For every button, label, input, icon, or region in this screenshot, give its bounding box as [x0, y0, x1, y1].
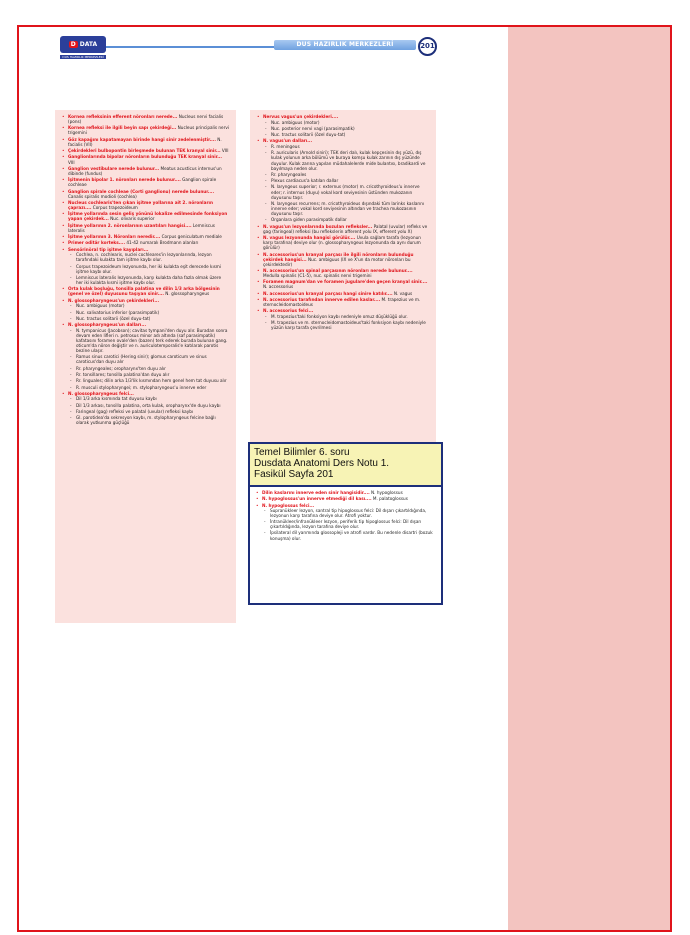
note-subitem: - R. musculi stylopharyngei; m. stylopharyngeus'u innerve eder	[68, 385, 229, 390]
logo-subtitle: DUS HAZIRLIK MERKEZLERİ	[60, 55, 106, 59]
note-item	[256, 496, 435, 501]
note-question: Foramen magnum'dan ve foramen jugulare'den geçen kranyal sinir....	[263, 279, 428, 285]
note-item	[257, 297, 429, 307]
note-subitem: - Cochlea, n. cochlearis, nuclei cochleares'in lezyonlarında, lezyon tarafındaki kulakta tam işitme kaybı olur.	[68, 252, 229, 262]
note-answer: Medulla spinalis (C1-5), nuc. spinalis nervi trigemini	[263, 273, 372, 279]
note-item	[62, 240, 229, 245]
annotation-title	[250, 444, 441, 487]
note-item	[62, 322, 229, 390]
note-answer: N. hypoglossus	[369, 490, 403, 495]
note-question: N. glossopharyngeus'un dalları...	[68, 322, 147, 328]
note-item	[62, 200, 229, 210]
note-subitem: - Lemniscus lateralis lezyonunda, karşı kulakta daha fazla olmak üzere her iki kulakta kısmi işitme kaybı olur.	[68, 275, 229, 285]
note-subitem: - N. tympanicus (Jacobson); cavitas tympani'den duyu alır. Buradan sonra devam eden lifleri n. petrosus minor adı altında (saf parasimpatik) kafatasını foramen ovale'den (bazen) terk ederek burada bulunan gang. oticum'da nöron değiştir ve n. auriculotemporalis'e katılarak parotis bezine ulaşır.	[68, 328, 229, 353]
note-question: Ganglion spirale cochleae (Corti ganglionu) nerede bulunur....	[68, 188, 215, 194]
note-sublist	[263, 314, 429, 330]
note-question: N. vagus lezyonunda hangisi görülür....	[263, 235, 356, 241]
note-subitem: - Nuc. salivatorius inferior (parasimpatik)	[68, 310, 229, 315]
note-answer: Meatus acusticus internus'un dibinde (fundus)	[68, 165, 222, 176]
note-item	[256, 503, 435, 541]
note-question: İşitmenin bipolar 1. nöronları nerede bulunur....	[68, 177, 181, 183]
note-item	[257, 252, 429, 267]
note-item	[62, 223, 229, 233]
note-question: İşitme yollarının 2. nöronlarının uzantıları hangisi....	[68, 222, 192, 228]
note-question: Ganglion vestibulare nerede bulunur...	[68, 165, 160, 171]
note-question: N. accessorius felci...	[263, 308, 314, 314]
note-answer: Nuc. olivaris superior	[108, 216, 155, 222]
note-answer: Canalis spiralis modioli (cochlea)	[68, 193, 137, 199]
note-item	[62, 211, 229, 221]
annotation-body	[250, 487, 441, 603]
note-sublist	[68, 303, 229, 321]
note-answer: Lemniscus lateralis	[68, 222, 215, 233]
note-subitem: - Nuc. tractus solitarii (özel duyu-tat)	[68, 316, 229, 321]
note-question: N. accessorius'un spinal parçasının nöronları nerede bulunur....	[263, 267, 413, 273]
note-item	[62, 298, 229, 321]
note-sublist	[262, 508, 435, 541]
note-question: N. vagus'un dalları...	[263, 138, 313, 144]
note-answer: N. accessorius	[263, 284, 294, 290]
left-list	[62, 114, 229, 426]
note-question: Dilin kaslarını innerve eden sinir hangisidir....	[262, 490, 370, 495]
note-question: N. glossopharyngeus felci...	[68, 390, 134, 396]
note-sublist	[263, 120, 429, 138]
note-question: N. accessorius'un kranyal parçası hangi sinire katılır....	[263, 290, 393, 296]
logo	[60, 36, 106, 53]
logo-text: DATA	[79, 41, 98, 48]
note-subitem: - N. laryngeus superior; r. externus (motor) m. cricothyroideus'u innerve eder; r. internus (duyu) vokal kord seviyesinin üstünden mukozanın duyusunu taşır.	[263, 184, 429, 199]
note-answer: Nucleus principalis nervi trigemini	[68, 125, 229, 136]
note-question: Primer odităr korteks....	[68, 240, 126, 246]
note-subitem: - Rr. pharyngeales; oropharynx'ten duyu alır	[68, 366, 229, 371]
note-sublist	[263, 144, 429, 222]
note-subitem: - M. trapezius ve m. sternocleidomastoideus'taki fonksiyon kaybı nedeniyle yüzün karşı tarafa çevrilmesi	[263, 320, 429, 330]
note-answer: Palatal (uvular) refleks ve gag (faringeal) refleksi (bu reflekslerin afferent yolu IX, efferent yolu X)	[263, 223, 428, 234]
note-subitem: - Dil 1/3 arka kısmında tat duyusu kaybı	[68, 396, 229, 401]
note-item	[62, 391, 229, 426]
note-item	[62, 189, 229, 199]
note-question: İşitme yollarının 3. Nöronları neredir....	[68, 234, 161, 240]
note-subitem: - Corpus trapezoideum lezyonunda, her iki kulakta eşit derecede kısmi işitme kaybı olur.	[68, 264, 229, 274]
note-subitem: - Faringeal (gag) refleksi ve palatal (uvular) refleksi kaybı	[68, 409, 229, 414]
note-subitem: - Rr. linguales; dilin arka 1/3'lik kısmından hem genel hem tat duyusu alır	[68, 378, 229, 383]
note-item	[257, 138, 429, 222]
note-item	[62, 154, 229, 164]
note-item	[257, 235, 429, 250]
note-sublist	[68, 396, 229, 425]
note-item	[62, 234, 229, 239]
note-item	[62, 125, 229, 135]
note-subitem: - Supranükleer lezyon, santral tip hipoglossus felci: Dil dışarı çıkartıldığında, lezyonun karşı tarafına deviye olur. Atrofi yoktur.	[262, 508, 435, 518]
note-subitem: - Nuc. posterior nervi vagi (parasimpatik)	[263, 126, 429, 131]
note-subitem: - Nuc. ambiguus (motor)	[68, 303, 229, 308]
annotation-list	[256, 490, 435, 541]
logo-mark: D	[70, 41, 76, 48]
note-question: Çekirdekleri bulbopontin birleşmede bulunan TEK kranyal sinir...	[68, 148, 221, 154]
note-question: Ganglionlarında bipolar nöronların bulunduğu TEK kranyal sinir...	[68, 154, 222, 160]
note-subitem: - Rr. pharyngeales	[263, 172, 429, 177]
note-question: Nervus vagus'un çekirdekleri....	[263, 114, 339, 119]
annotation-line-3: Fasikül Sayfa 201	[254, 469, 334, 480]
note-subitem: - Rr. tonsillares; tonsilla palatina'dan duyu alır	[68, 372, 229, 377]
note-item	[257, 308, 429, 330]
note-answer: Uvula sağlam tarafa (lezyonun karşı tarafına) deviye olur (n. glossopharyngeus lezyonunda da aynı durum görülür)	[263, 235, 421, 251]
note-subitem: - Organlara giden parasimpatik dallar	[263, 217, 429, 222]
annotation-box	[248, 442, 443, 605]
note-question: N. hypoglossus felci...	[262, 502, 315, 508]
note-question: N. accessorius tarafından innerve edilen kaslar....	[263, 297, 381, 302]
note-question: Kornea refleksi ile ilgili beyin sapı çekirdeği...	[68, 125, 177, 131]
note-subitem: - Dil 1/3 arkası, tonsilla palatina, orta kulak, oropharynx'de duyu kaybı	[68, 403, 229, 408]
note-answer: VIII	[68, 159, 75, 165]
note-answer: N. facialis (VII)	[68, 136, 222, 147]
note-item	[257, 224, 429, 234]
note-subitem: - R. auricularis (Arnold siniri); TEK deri dalı, kulak kepçesinin dış yüzü, dış kulak yolunun arka bölümü ve buraya komşu kulak zarının dış yüzünde duyulur. Kulak zarına yapılan müdahalelerde mide bulantısı, bradikardi ve bayılmaya neden olur.	[263, 150, 429, 170]
header-band: DUS HAZIRLIK MERKEZLERİ	[274, 40, 416, 50]
note-subitem: - R. meningeus	[263, 144, 429, 149]
note-question: N. accessorius'un kranyal parçası ile ilgili nöronların bulunduğu çekirdek hangisi...	[263, 251, 414, 262]
note-answer: 41-42 numaralı Brodmann alanları	[125, 240, 199, 246]
note-subitem: - İntranükleer/infranükleer lezyon, periferik tip hipoglossus felci: Dil dışarı çıkartıldığında, lezyon tarafına deviye olur.	[262, 519, 435, 529]
note-subitem: - Plexus cardiacus'a katılan dallar	[263, 178, 429, 183]
note-question: Kornea refleksinin efferent nöronları nerede...	[68, 114, 178, 119]
note-answer: Nucleus nervi facialis (pons)	[68, 114, 224, 125]
note-subitem: - N. laryngeus recurrens; m. cricothyroideus dışındaki tüm larinks kaslarını innerve eder; vokal kord seviyesinin altından ve trachea mukozasının duyusunu taşır.	[263, 201, 429, 216]
note-sublist	[68, 328, 229, 390]
note-answer: Nuc. ambiguus (IX ve X'un da motor nöronları bu çekirdektedir)	[263, 256, 411, 267]
note-subitem: - Nuc. ambiguus (motor)	[263, 120, 429, 125]
page-number: 201	[418, 37, 437, 56]
note-subitem: - Nuc. tractus solitarii (özel duyu-tat)	[263, 132, 429, 137]
note-item	[62, 286, 229, 296]
note-item	[256, 490, 435, 495]
note-answer: N. glossopharyngeus	[163, 291, 210, 297]
note-subitem: - M. trapezius'taki fonksiyon kaybı nedeniyle omuz düşüklüğü olur.	[263, 314, 429, 319]
note-answer: N. vagus	[392, 290, 413, 296]
left-column	[55, 110, 236, 623]
note-question: N. glossopharyngeus'un çekirdekleri...	[68, 297, 160, 303]
note-question: Orta kulak boşluğu, tonsilla palatina ve dilin 1/3 arka bölgesinin (genel ve özel) duyusunu taşıyan sinir....	[68, 286, 220, 297]
note-question: Sensörinöral tip işitme kayıpları...	[68, 246, 149, 252]
note-question: Göz kapağını kapatamayan birinde hangi sinir zedelenmiştir....	[68, 136, 216, 142]
annotation-line-1: Temel Bilimler 6. soru	[254, 447, 350, 458]
note-item	[257, 291, 429, 296]
note-question: Nucleus cochlearis'ten çıkan işitme yollarına ait 2. nöronların çaprazı....	[68, 199, 213, 210]
note-item	[257, 279, 429, 289]
note-subitem: - Gl. parotidea'da sekresyon kaybı, m. stylopharyngeus felcine bağlı olarak yutkunma güçlüğü	[68, 415, 229, 425]
note-item	[62, 148, 229, 153]
note-question: İşitme yollarında sesin geliş yönünü lokalize edilmesinde fonksiyon yapan çekirdek...	[68, 211, 228, 222]
note-answer: M. trapezius ve m. sternocleidomastoideus	[263, 297, 421, 308]
right-list	[257, 114, 429, 330]
note-answer: Ganglion spirale cochleae	[68, 177, 217, 188]
note-item	[257, 114, 429, 137]
annotation-line-2: Dusdata Anatomi Ders Notu 1.	[254, 458, 390, 469]
note-item	[62, 114, 229, 124]
note-answer: VIII	[220, 148, 229, 154]
note-item	[62, 137, 229, 147]
note-answer: Corpus geniculatum mediale	[160, 234, 222, 240]
note-item	[62, 177, 229, 187]
note-item	[62, 166, 229, 176]
note-sublist	[68, 252, 229, 285]
note-subitem: - Ramus sinus carotici (Hering sinir); glomus caroticum ve sinus caroticus'dan duyu alır	[68, 354, 229, 364]
note-subitem: - İpsilateral dil yarımında glossopleji ve atrofi vardır. Bu nedenle disartri (bozuk konuşma) olur.	[262, 530, 435, 540]
note-question: N. vagus'un lezyonlarında bozulan refleksler...	[263, 223, 373, 229]
note-answer: Corpus trapezoideum	[91, 205, 138, 210]
right-column	[250, 110, 436, 485]
side-strip	[508, 27, 672, 932]
note-answer: M. palatoglossus	[371, 496, 408, 502]
note-item	[62, 247, 229, 286]
note-item	[257, 268, 429, 278]
note-question: N. hypoglossus'un innerve etmediği dil kası....	[262, 496, 372, 502]
